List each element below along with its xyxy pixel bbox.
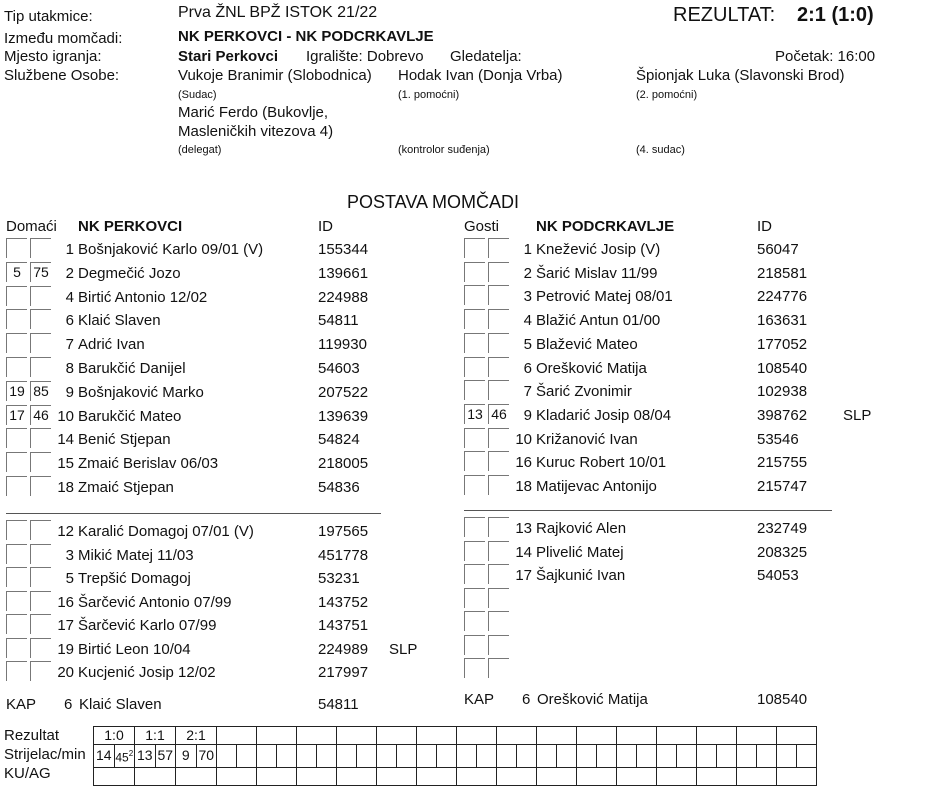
sub-box-in[interactable] [464, 611, 485, 631]
scorer-player [377, 745, 397, 768]
sub-box-minute[interactable] [488, 564, 509, 584]
sub-box-in[interactable] [464, 658, 485, 678]
player-name: Barukčić Mateo [78, 407, 182, 425]
scorer-minute [437, 745, 457, 768]
player-number: 17 [515, 567, 532, 584]
scorer-minute [517, 745, 537, 768]
player-number: 1 [523, 241, 532, 258]
assistant2-role: (2. pomoćni) [636, 89, 698, 101]
home-captain-label: KAP [6, 696, 37, 713]
home-captain-number: 6 [64, 696, 73, 713]
player-id: 54836 [318, 479, 360, 496]
sub-box-in[interactable] [6, 614, 27, 634]
sub-box-minute[interactable]: 75 [30, 262, 51, 282]
player-number: 6 [65, 312, 74, 330]
scorer-minute [557, 745, 577, 768]
player-id: 139639 [318, 407, 369, 425]
player-id: 197565 [318, 523, 369, 540]
player-name: Degmečić Jozo [78, 264, 181, 282]
player-number: 20 [57, 664, 74, 681]
scorer-player: 13 [135, 745, 156, 768]
score-cell: 1:1 [135, 727, 176, 745]
home-side-label: Domaći [6, 218, 57, 235]
player-id: 451778 [318, 546, 369, 564]
player-name: Križanović Ivan [536, 430, 638, 448]
assistant1-name: Hodak Ivan (Donja Vrba) [398, 67, 563, 84]
player-name: Birtić Antonio 12/02 [78, 288, 208, 306]
player-id: 177052 [757, 335, 808, 353]
player-name: Zmaić Stjepan [78, 479, 174, 496]
score-cell [377, 727, 417, 745]
sub-box-in[interactable] [6, 333, 27, 353]
player-name: Kuruc Robert 10/01 [536, 454, 667, 472]
sub-box-in[interactable] [464, 588, 485, 608]
player-id: 217997 [318, 664, 369, 681]
teams-value: NK PERKOVCI - NK PODCRKAVLJE [178, 28, 434, 45]
cards-cell [257, 767, 297, 785]
referee-name: Vukoje Branimir (Slobodnica) [178, 67, 372, 84]
sub-box-in[interactable]: 5 [6, 262, 27, 282]
sub-box-minute[interactable]: 46 [488, 404, 509, 424]
score-cell [497, 727, 537, 745]
scorer-minute [597, 745, 617, 768]
player-number: 5 [65, 570, 74, 587]
sub-box-minute[interactable] [30, 614, 51, 634]
player-name: Šarčević Antonio 07/99 [78, 593, 232, 611]
sub-box-minute[interactable] [488, 309, 509, 329]
sub-box-minute[interactable] [488, 611, 509, 631]
sub-box-minute[interactable] [30, 333, 51, 353]
player-name: Petrović Matej 08/01 [536, 288, 673, 306]
score-cell [777, 727, 817, 745]
scorer-minute-value: 57 [157, 747, 174, 764]
player-number: 7 [523, 383, 532, 401]
sub-box-in[interactable] [464, 541, 485, 561]
scorer-player [777, 745, 797, 768]
player-id: 54824 [318, 431, 360, 449]
sub-box-in[interactable] [6, 544, 27, 564]
scorer-minute [757, 745, 777, 768]
score-cell [337, 727, 377, 745]
sub-box-minute[interactable] [488, 262, 509, 282]
player-name: Kucjenić Josip 12/02 [78, 664, 216, 681]
player-name: Šarčević Karlo 07/99 [78, 617, 217, 634]
away-side-label: Gosti [464, 218, 500, 235]
sub-box-in[interactable] [464, 309, 485, 329]
cards-cell [737, 767, 777, 785]
player-name: Barukčić Danijel [78, 360, 186, 377]
sub-box-minute[interactable] [30, 309, 51, 329]
sub-box-minute[interactable] [30, 591, 51, 611]
result-value: 2:1 (1:0) [797, 4, 874, 26]
player-number: 3 [523, 288, 532, 306]
player-number: 17 [57, 617, 74, 634]
sub-box-in[interactable] [6, 638, 27, 658]
sub-box-in[interactable] [6, 238, 27, 258]
player-name: Blažić Antun 01/00 [536, 312, 661, 330]
sub-box-in[interactable] [464, 333, 485, 353]
scorer-player [497, 745, 517, 768]
scorer-minute [717, 745, 737, 768]
player-number: 15 [57, 455, 74, 473]
away-divider [464, 510, 832, 511]
player-name: Šarić Mislav 11/99 [536, 264, 658, 282]
player-name: Plivelić Matej [536, 543, 624, 561]
sub-box-in[interactable] [6, 286, 27, 306]
cards-cell [297, 767, 337, 785]
scorer-player [297, 745, 317, 768]
sub-box-minute[interactable] [488, 238, 509, 258]
scorer-minute [797, 745, 817, 768]
away-captain-label: KAP [464, 691, 495, 708]
player-id: 143752 [318, 593, 369, 611]
player-id: 53231 [318, 570, 360, 587]
player-note: SLP [843, 406, 872, 424]
player-number: 12 [57, 523, 74, 540]
score-cell [737, 727, 777, 745]
player-id: 102938 [757, 383, 808, 401]
player-number: 9 [65, 383, 74, 401]
player-id: 119930 [318, 336, 367, 354]
home-captain-id: 54811 [318, 696, 359, 713]
scorer-player [577, 745, 597, 768]
scorer-minute [677, 745, 697, 768]
score-cell: 2:1 [176, 727, 217, 745]
player-id: 54053 [757, 567, 799, 584]
match-type-label: Tip utakmice: [4, 8, 93, 25]
assistant1-role: (1. pomoćni) [398, 89, 460, 101]
score-cell [417, 727, 457, 745]
scorer-player [217, 745, 237, 768]
player-number: 19 [57, 640, 74, 658]
player-number: 5 [523, 335, 532, 353]
scorer-minute [237, 745, 257, 768]
sub-box-in[interactable]: 19 [6, 381, 27, 401]
sub-box-in[interactable] [464, 451, 485, 471]
scorer-minute [317, 745, 337, 768]
scorer-player [337, 745, 357, 768]
sub-box-minute[interactable] [488, 451, 509, 471]
score-cell [577, 727, 617, 745]
cards-cell [777, 767, 817, 785]
player-name: Mikić Matej 11/03 [78, 546, 194, 564]
player-number: 10 [515, 430, 532, 448]
player-name: Birtić Leon 10/04 [78, 640, 191, 658]
scorer-player [657, 745, 677, 768]
player-number: 18 [57, 479, 74, 496]
sub-box-in[interactable] [464, 475, 485, 495]
player-number: 3 [65, 546, 74, 564]
scorer-player [737, 745, 757, 768]
cards-cell [497, 767, 537, 785]
cards-cell [417, 767, 457, 785]
player-id: 143751 [318, 617, 369, 634]
home-team-name: NK PERKOVCI [78, 218, 183, 235]
sub-box-minute[interactable] [30, 238, 51, 258]
player-name: Karalić Domagoj 07/01 (V) [78, 523, 254, 540]
player-name: Rajković Alen [536, 520, 627, 537]
cards-cell [337, 767, 377, 785]
scorer-minute [114, 745, 135, 768]
player-name: Bošnjaković Karlo 09/01 (V) [78, 241, 264, 258]
delegate-role: (delegat) [178, 144, 222, 156]
scorer-player: 9 [176, 745, 197, 768]
scorer-minute [196, 745, 217, 768]
delegate-name-line2: Masleničkih vitezova 4) [178, 123, 334, 140]
player-number: 4 [523, 312, 532, 330]
player-number: 7 [65, 336, 74, 354]
player-name: Klaić Slaven [78, 312, 161, 330]
player-id: 139661 [318, 264, 369, 282]
cards-cell [135, 767, 176, 785]
sub-box-in[interactable] [464, 238, 485, 258]
score-row-label-cards: KU/AG [4, 765, 51, 782]
player-id: 207522 [318, 383, 369, 401]
scorer-player [617, 745, 637, 768]
player-name: Benić Stjepan [78, 431, 171, 449]
scorer-minute-value: 45 [115, 750, 129, 765]
sub-box-in[interactable] [6, 357, 27, 377]
player-name: Adrić Ivan [78, 336, 145, 354]
player-id: 215747 [757, 478, 808, 495]
player-name: Šarić Zvonimir [536, 383, 632, 401]
sub-box-minute[interactable] [488, 658, 509, 678]
sub-box-in[interactable] [6, 452, 27, 472]
sub-box-in[interactable] [6, 428, 27, 448]
sub-box-minute[interactable] [488, 635, 509, 655]
sub-box-minute[interactable] [30, 452, 51, 472]
sub-box-in[interactable] [464, 285, 485, 305]
away-captain-id: 108540 [757, 691, 808, 708]
match-type-value: Prva ŽNL BPŽ ISTOK 21/22 [178, 4, 378, 21]
cards-cell [697, 767, 737, 785]
player-id: 54811 [318, 312, 359, 330]
cards-cell [457, 767, 497, 785]
officials-label: Službene Osobe: [4, 67, 120, 84]
scorer-minute-value: 70 [198, 747, 215, 764]
player-id: 155344 [318, 241, 369, 258]
sub-box-minute[interactable] [30, 520, 51, 540]
player-id: 224988 [318, 288, 369, 306]
player-number: 4 [65, 288, 74, 306]
player-name: Zmaić Berislav 06/03 [78, 455, 219, 473]
player-name: Bošnjaković Marko [78, 383, 204, 401]
cards-cell [657, 767, 697, 785]
player-name: Knežević Josip (V) [536, 241, 661, 258]
sub-box-minute[interactable] [488, 380, 509, 400]
score-cell [457, 727, 497, 745]
sub-box-in[interactable]: 13 [464, 404, 485, 424]
scorer-player [457, 745, 477, 768]
sub-box-minute[interactable] [488, 475, 509, 495]
fourth-official-role: (4. sudac) [636, 144, 685, 156]
scorer-minute [357, 745, 377, 768]
player-id: 54603 [318, 360, 360, 377]
scorer-player: 14 [94, 745, 115, 768]
player-id: 53546 [757, 430, 799, 448]
sub-box-minute[interactable] [30, 476, 51, 496]
sub-box-in[interactable] [6, 520, 27, 540]
lineup-title: POSTAVA MOMČADI [347, 192, 520, 212]
sub-box-minute[interactable] [30, 286, 51, 306]
referee-role: (Sudac) [178, 89, 217, 101]
score-cell [617, 727, 657, 745]
scorer-minute [477, 745, 497, 768]
scorer-minute-added: 2 [128, 749, 134, 758]
sub-box-minute[interactable] [488, 517, 509, 537]
player-id: 208325 [757, 543, 808, 561]
kickoff-label: Početak: 16:00 [775, 48, 876, 65]
player-id: 56047 [757, 241, 799, 258]
sub-box-in[interactable] [6, 661, 27, 681]
scorer-minute [277, 745, 297, 768]
sub-box-in[interactable] [464, 564, 485, 584]
venue-value: Stari Perkovci [178, 48, 279, 65]
player-name: Matijevac Antonijo [536, 478, 657, 495]
sub-box-minute[interactable] [488, 357, 509, 377]
home-divider [6, 513, 381, 514]
sub-box-minute[interactable] [30, 638, 51, 658]
cards-cell [577, 767, 617, 785]
sub-box-in[interactable] [6, 476, 27, 496]
player-id: 232749 [757, 520, 808, 537]
sub-box-minute[interactable] [488, 285, 509, 305]
away-captain-number: 6 [522, 691, 531, 708]
cards-cell [217, 767, 257, 785]
scorer-player [537, 745, 557, 768]
sub-box-minute[interactable] [30, 544, 51, 564]
score-cell [697, 727, 737, 745]
home-captain-name: Klaić Slaven [79, 696, 162, 713]
player-number: 16 [57, 593, 74, 611]
player-note: SLP [389, 640, 418, 658]
scorer-minute [155, 745, 176, 768]
scorer-player [697, 745, 717, 768]
sub-box-in[interactable] [6, 567, 27, 587]
scorer-player [417, 745, 437, 768]
cards-cell [617, 767, 657, 785]
score-cell [217, 727, 257, 745]
player-id: 224989 [318, 640, 369, 658]
player-number: 9 [523, 406, 532, 424]
away-team-name: NK PODCRKAVLJE [536, 218, 675, 235]
cards-cell [176, 767, 217, 785]
sub-box-in[interactable] [464, 262, 485, 282]
player-number: 18 [515, 478, 532, 495]
score-cell [297, 727, 337, 745]
score-table [93, 726, 817, 786]
scorer-minute [397, 745, 417, 768]
cards-cell [94, 767, 135, 785]
sub-box-minute[interactable]: 85 [30, 381, 51, 401]
cards-cell [537, 767, 577, 785]
scorer-minute [637, 745, 657, 768]
field-label: Igralište: Dobrevo [306, 48, 424, 65]
player-name: Trepšić Domagoj [78, 570, 191, 587]
sub-box-in[interactable] [6, 591, 27, 611]
player-name: Orešković Matija [536, 359, 647, 377]
spectators-label: Gledatelja: [450, 48, 522, 65]
player-id: 108540 [757, 359, 808, 377]
away-id-header: ID [757, 218, 772, 235]
sub-box-minute[interactable] [30, 357, 51, 377]
sub-box-in[interactable] [464, 517, 485, 537]
sub-box-minute[interactable] [488, 588, 509, 608]
sub-box-minute[interactable] [30, 661, 51, 681]
player-id: 218005 [318, 455, 369, 473]
player-number: 8 [65, 360, 74, 377]
assistant2-name: Špionjak Luka (Slavonski Brod) [636, 67, 845, 84]
score-row-label-scorer: Strijelac/min [4, 746, 86, 763]
score-cell [657, 727, 697, 745]
cards-cell [377, 767, 417, 785]
player-id: 163631 [757, 312, 808, 330]
delegate-name-line1: Marić Ferdo (Bukovlje, [178, 104, 329, 121]
player-id: 215755 [757, 454, 808, 472]
player-number: 2 [65, 264, 74, 282]
player-number: 2 [523, 264, 532, 282]
scorer-player [257, 745, 277, 768]
player-number: 1 [65, 241, 74, 258]
sub-box-in[interactable] [464, 380, 485, 400]
score-row-label-result: Rezultat [4, 727, 60, 744]
controller-role: (kontrolor suđenja) [398, 144, 490, 156]
home-id-header: ID [318, 218, 333, 235]
result-label: REZULTAT: [673, 4, 776, 26]
sub-box-minute[interactable] [488, 541, 509, 561]
player-name: Šajkunić Ivan [536, 567, 626, 584]
player-name: Blažević Mateo [536, 335, 638, 353]
sub-box-in[interactable]: 17 [6, 405, 27, 425]
away-captain-name: Orešković Matija [537, 691, 648, 708]
sub-box-in[interactable] [464, 428, 485, 448]
sub-box-minute[interactable] [30, 567, 51, 587]
player-id: 224776 [757, 288, 808, 306]
player-number: 6 [523, 359, 532, 377]
player-number: 10 [57, 407, 74, 425]
player-number: 14 [515, 543, 532, 561]
score-cell [537, 727, 577, 745]
player-number: 14 [57, 431, 74, 449]
sub-box-minute[interactable] [30, 428, 51, 448]
sub-box-minute[interactable] [488, 333, 509, 353]
sub-box-in[interactable] [464, 357, 485, 377]
venue-label: Mjesto igranja: [4, 48, 102, 65]
player-number: 13 [515, 520, 532, 537]
score-cell [257, 727, 297, 745]
player-id: 218581 [757, 264, 808, 282]
teams-label: Između momčadi: [4, 30, 123, 47]
score-cell: 1:0 [94, 727, 135, 745]
sub-box-in[interactable] [464, 635, 485, 655]
sub-box-minute[interactable]: 46 [30, 405, 51, 425]
player-name: Kladarić Josip 08/04 [536, 406, 672, 424]
sub-box-in[interactable] [6, 309, 27, 329]
sub-box-minute[interactable] [488, 428, 509, 448]
player-number: 16 [515, 454, 532, 472]
player-id: 398762 [757, 406, 808, 424]
